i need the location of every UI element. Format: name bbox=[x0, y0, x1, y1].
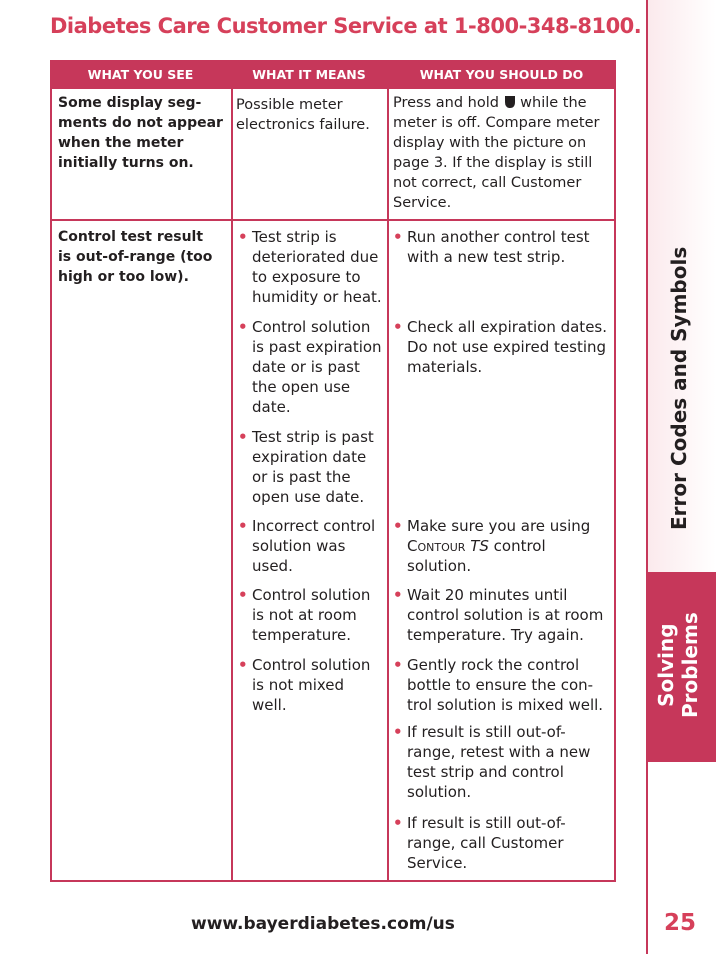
footer-url: www.bayerdiabetes.com/us bbox=[191, 914, 455, 934]
bullet-marker: • bbox=[238, 228, 248, 246]
bullet-marker: • bbox=[238, 656, 248, 674]
drop-icon bbox=[504, 95, 516, 109]
bullet-marker: • bbox=[393, 586, 403, 604]
column-header-what-it-means: WHAT IT MEANS bbox=[252, 67, 366, 82]
bullet-marker: • bbox=[238, 586, 248, 604]
row2-action-item: • Check all expiration dates. Do not use expired testing materials. bbox=[393, 318, 608, 376]
row1-what-it-means: Possible meter electronics failure. bbox=[236, 97, 370, 133]
section-label-error-codes: Error Codes and Symbols bbox=[667, 246, 691, 530]
row1-what-you-see: Some display seg- ments do not appear when the meter initially turns on. bbox=[58, 95, 223, 171]
table-header bbox=[50, 60, 616, 89]
bullet-marker: • bbox=[393, 517, 403, 535]
section-label-solving-problems bbox=[654, 612, 702, 718]
row2-cause-item: • Control solution is not at room temperature. bbox=[238, 586, 371, 644]
row2-action-item: • Wait 20 minutes until control solution is at room temperature. Try again. bbox=[393, 586, 604, 644]
row2-action-item: • If result is still out-of- range, call Customer Service. bbox=[393, 814, 566, 872]
page-title: Diabetes Care Customer Service at 1-800-348-8100. bbox=[50, 14, 642, 38]
row1-what-you-should-do: Press and hold while the meter is off. Compare meter display with the picture on page 3. If the display is still not correct, call Customer Service. bbox=[393, 95, 600, 211]
row2-cause-item: • Control solution is past expiration date or is past the open use date. bbox=[238, 318, 382, 416]
row2-cause-item: • Test strip is deteriorated due to exposure to humidity or heat. bbox=[238, 228, 382, 306]
bullet-marker: • bbox=[238, 428, 248, 446]
row-divider bbox=[52, 219, 614, 221]
product-brand: Contour TS bbox=[407, 537, 489, 555]
section-label-line-1: Solving bbox=[654, 623, 678, 707]
row2-action-item: • Gently rock the control bottle to ensure the con- trol solution is mixed well. bbox=[393, 656, 604, 714]
bullet-marker: • bbox=[393, 814, 403, 832]
bullet-marker: • bbox=[393, 656, 403, 674]
bullet-marker: • bbox=[393, 228, 403, 246]
sidebar-rule bbox=[646, 0, 648, 954]
row2-action-item: • Run another control test with a new test strip. bbox=[393, 228, 590, 266]
section-label-line-2: Problems bbox=[678, 612, 702, 718]
bullet-marker: • bbox=[238, 517, 248, 535]
bullet-marker: • bbox=[393, 723, 403, 741]
column-header-what-you-should-do: WHAT YOU SHOULD DO bbox=[419, 67, 584, 82]
row2-action-item: • Make sure you are using Contour TS control solution. bbox=[393, 517, 591, 575]
column-divider bbox=[231, 89, 233, 880]
bullet-marker: • bbox=[393, 318, 403, 336]
row2-what-you-see: Control test result is out-of-range (too high or too low). bbox=[58, 229, 213, 285]
troubleshooting-table bbox=[50, 60, 616, 882]
row2-action-item: • If result is still out-of- range, retest with a new test strip and control solution. bbox=[393, 723, 591, 801]
sidebar-tabs bbox=[646, 0, 716, 954]
row2-cause-item: • Test strip is past expiration date or is past the open use date. bbox=[238, 428, 374, 506]
row2-cause-item: • Incorrect control solution was used. bbox=[238, 517, 376, 575]
bullet-marker: • bbox=[238, 318, 248, 336]
column-header-what-you-see: WHAT YOU SEE bbox=[87, 67, 194, 82]
row2-cause-item: • Control solution is not mixed well. bbox=[238, 656, 371, 714]
page-number: 25 bbox=[664, 910, 697, 936]
